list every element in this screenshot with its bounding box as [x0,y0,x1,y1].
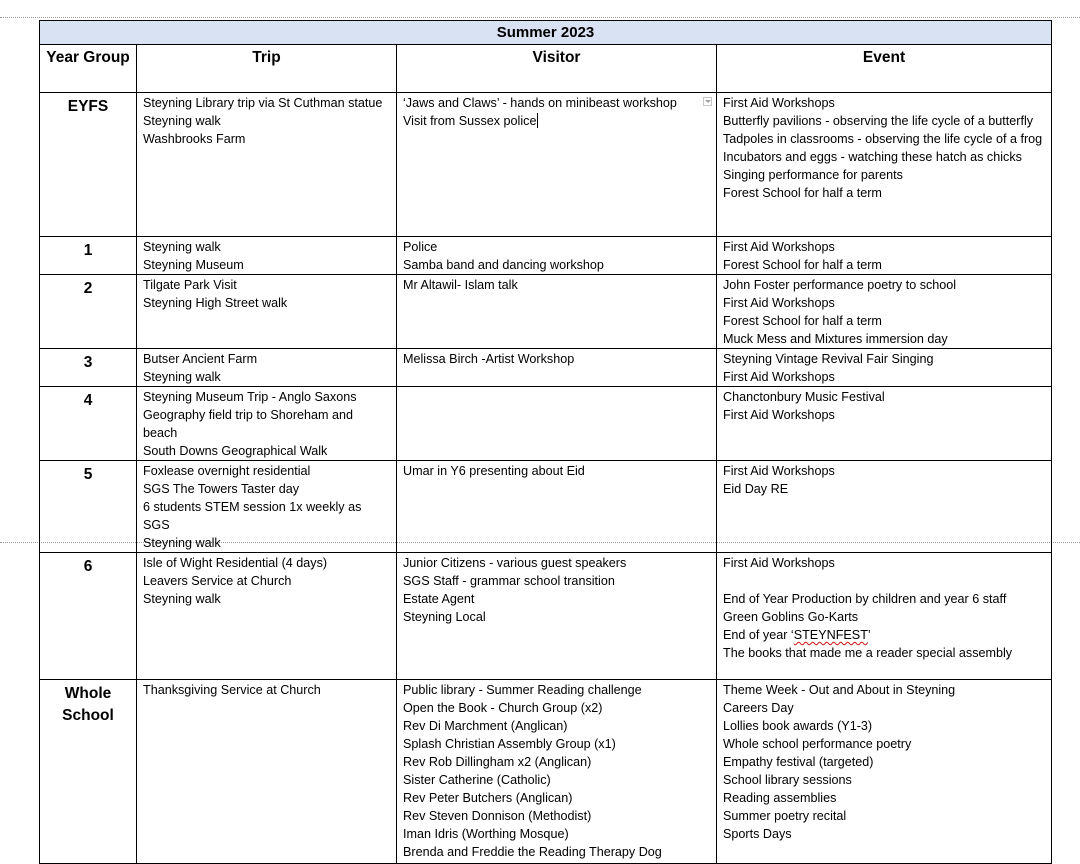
visitor-item: Splash Christian Assembly Group (x1) [403,737,616,751]
activities-table [39,20,1052,864]
visitor-item: Open the Book - Church Group (x2) [403,701,603,715]
event-cell[interactable] [717,680,1052,864]
event-item: Steyning Vintage Revival Fair Singing [723,352,934,366]
event-cell[interactable] [717,93,1052,237]
visitor-item: Public library - Summer Reading challenge [403,683,642,697]
event-item: First Aid Workshops [723,370,835,384]
trip-item: Thanksgiving Service at Church [143,683,321,697]
visitor-item: Estate Agent [403,592,475,606]
event-item: Sports Days [723,827,792,841]
trip-cell[interactable] [137,93,397,237]
event-cell[interactable] [717,275,1052,349]
year-group-cell: Whole School [40,680,137,864]
event-item: School library sessions [723,773,852,787]
visitor-item: Steyning Local [403,610,486,624]
table-row-year-5 [40,461,1052,553]
header-visitor: Visitor [397,45,717,93]
event-item: Eid Day RE [723,482,789,496]
year-group-cell: 2 [40,275,137,349]
header-year-group: Year Group [40,45,137,93]
trip-item: Steyning walk [143,240,221,254]
visitor-cell[interactable] [397,553,717,680]
trip-item: Steyning walk [143,592,221,606]
trip-item: Geography field trip to Shoreham and beach [143,408,354,440]
trip-item: Steyning Museum Trip - Anglo Saxons [143,390,357,404]
visitor-item: Mr Altawil- Islam talk [403,278,518,292]
event-item: Careers Day [723,701,794,715]
visitor-item: Iman Idris (Worthing Mosque) [403,827,569,841]
year-group-cell: 3 [40,349,137,387]
event-item: Theme Week - Out and About in Steyning [723,683,956,697]
year-group-cell: 4 [40,387,137,461]
trip-item: South Downs Geographical Walk [143,444,328,458]
event-item: Whole school performance poetry [723,737,912,751]
visitor-item: Junior Citizens - various guest speakers [403,556,627,570]
event-cell[interactable] [717,553,1052,680]
table-row-year-1 [40,237,1052,275]
visitor-cell[interactable] [397,461,717,553]
event-cell[interactable] [717,349,1052,387]
page-top-boundary [0,17,1080,18]
year-group-cell: 5 [40,461,137,553]
year-group-cell: EYFS [40,93,137,237]
visitor-item: Samba band and dancing workshop [403,258,604,272]
visitor-item: Rev Steven Donnison (Methodist) [403,809,592,823]
trip-cell[interactable] [137,387,397,461]
event-item: Forest School for half a term [723,186,882,200]
event-item: Singing performance for parents [723,168,903,182]
trip-item: Steyning High Street walk [143,296,288,310]
visitor-cell[interactable] [397,237,717,275]
visitor-item: Visit from Sussex police [403,114,537,128]
event-item: First Aid Workshops [723,408,835,422]
trip-item: Steyning Library trip via St Cuthman statue [143,96,383,110]
event-item: First Aid Workshops [723,464,835,478]
event-item: First Aid Workshops [723,296,835,310]
visitor-item: SGS Staff - grammar school transition [403,574,615,588]
visitor-item: Rev Peter Butchers (Anglican) [403,791,573,805]
trip-item: Leavers Service at Church [143,574,292,588]
event-item: First Aid Workshops [723,96,835,110]
trip-item: Foxlease overnight residential [143,464,311,478]
event-item: Incubators and eggs - watching these hatch as chicks [723,150,1022,164]
visitor-item: Sister Catherine (Catholic) [403,773,551,787]
trip-item: Isle of Wight Residential (4 days) [143,556,328,570]
trip-item: Steyning walk [143,114,221,128]
trip-cell[interactable] [137,349,397,387]
event-item: John Foster performance poetry to school [723,278,957,292]
visitor-item: ‘Jaws and Claws’ - hands on minibeast workshop [403,96,677,110]
event-item: Butterfly pavilions - observing the life cycle of a butterfly [723,114,1034,128]
header-event: Event [717,45,1052,93]
trip-cell[interactable] [137,461,397,553]
trip-item: Butser Ancient Farm [143,352,258,366]
trip-cell[interactable] [137,553,397,680]
trip-item: SGS The Towers Taster day [143,482,300,496]
event-item: First Aid Workshops [723,556,835,570]
table-row-whole-school [40,680,1052,864]
trip-item: Steyning Museum [143,258,244,272]
event-item: Summer poetry recital [723,809,847,823]
event-item: Chanctonbury Music Festival [723,390,885,404]
table-title: Summer 2023 [40,21,1052,45]
trip-cell[interactable] [137,237,397,275]
trip-item: 6 students STEM session 1x weekly as SGS [143,500,362,532]
visitor-item: Police [403,240,438,254]
event-cell[interactable] [717,387,1052,461]
visitor-item: Melissa Birch -Artist Workshop [403,352,575,366]
event-item: Forest School for half a term [723,258,882,272]
event-item: Empathy festival (targeted) [723,755,874,769]
visitor-item: Rev Di Marchment (Anglican) [403,719,568,733]
visitor-cell[interactable] [397,349,717,387]
trip-cell[interactable] [137,275,397,349]
event-item: Tadpoles in classrooms - observing the life cycle of a frog [723,132,1043,146]
visitor-item: Rev Rob Dillingham x2 (Anglican) [403,755,592,769]
year-group-cell: 1 [40,237,137,275]
event-cell[interactable] [717,237,1052,275]
visitor-item: Brenda and Freddie the Reading Therapy Dog [403,845,662,859]
table-row-eyfs [40,93,1052,237]
trip-item: Steyning walk [143,370,221,384]
header-row [40,45,1052,93]
event-item: The books that made me a reader special assembly [723,646,1013,660]
table-row-year-2 [40,275,1052,349]
table-row-year-6 [40,553,1052,680]
table-row-year-3 [40,349,1052,387]
visitor-item: Umar in Y6 presenting about Eid [403,464,585,478]
event-item: Reading assemblies [723,791,837,805]
event-item: Lollies book awards (Y1-3) [723,719,873,733]
visitor-cell[interactable] [397,275,717,349]
blank-line [723,572,1045,590]
table-row-year-4 [40,387,1052,461]
trip-item: Tilgate Park Visit [143,278,237,292]
event-item: End of Year Production by children and year 6 staff [723,592,1007,606]
visitor-cell[interactable] [397,93,717,237]
year-group-cell: 6 [40,553,137,680]
header-trip: Trip [137,45,397,93]
trip-cell[interactable] [137,680,397,864]
autocorrect-options-icon[interactable] [703,97,712,106]
event-cell[interactable] [717,461,1052,553]
trip-item: Steyning walk [143,536,221,550]
visitor-cell[interactable] [397,680,717,864]
spelling-error-word[interactable]: STEYNFEST [793,628,868,642]
event-item: Green Goblins Go-Karts [723,610,859,624]
trip-item: Washbrooks Farm [143,132,246,146]
visitor-cell[interactable] [397,387,717,461]
event-item: First Aid Workshops [723,240,835,254]
event-item: Forest School for half a term [723,314,882,328]
text-cursor [537,113,538,128]
title-row [40,21,1052,45]
event-item: End of year ‘STEYNFEST’ [723,628,871,642]
event-item: Muck Mess and Mixtures immersion day [723,332,948,346]
